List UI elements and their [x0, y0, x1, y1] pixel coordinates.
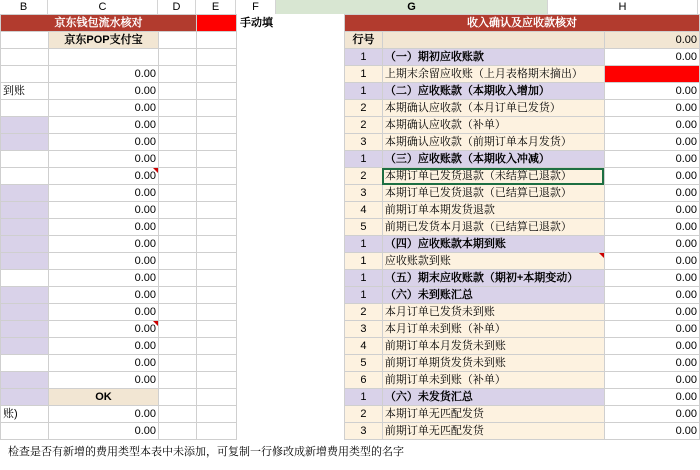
cell-E[interactable] [197, 287, 237, 304]
table-row[interactable] [1, 287, 277, 304]
item-header [382, 32, 604, 49]
cell-C[interactable]: 0.00 [49, 406, 159, 423]
cell-D[interactable] [159, 202, 197, 219]
cell-D[interactable] [159, 321, 197, 338]
cell-D[interactable] [159, 168, 197, 185]
row-item[interactable]: （五）期末应收账款（期初+本期变动） [382, 270, 604, 287]
left-title: 京东钱包流水核对 [1, 15, 197, 32]
table-row[interactable] [1, 236, 277, 253]
cell-C[interactable]: 0.00 [49, 253, 159, 270]
cell-C[interactable]: OK [49, 389, 159, 406]
cell-spacer [237, 49, 277, 66]
table-row[interactable] [1, 219, 277, 236]
cell-D[interactable] [159, 423, 197, 440]
cell-B[interactable] [1, 202, 49, 219]
cell-E[interactable] [197, 304, 237, 321]
cell-C[interactable]: 0.00 [49, 321, 159, 338]
row-item[interactable]: （一）期初应收账款 [382, 49, 604, 66]
cell-spacer [237, 236, 277, 253]
cell-D[interactable] [159, 372, 197, 389]
table-row[interactable] [1, 389, 277, 406]
table-row[interactable] [345, 49, 700, 66]
row-no: 5 [345, 219, 383, 236]
row-value[interactable]: 0.00 [604, 185, 699, 202]
cell-spacer [237, 423, 277, 440]
cell-D[interactable] [159, 253, 197, 270]
row-value[interactable]: 0.00 [604, 202, 699, 219]
table-row[interactable] [1, 66, 277, 83]
row-item[interactable]: 本期确认应收款（前期订单本月发货） [382, 134, 604, 151]
cell-E[interactable] [197, 423, 237, 440]
row-no: 3 [345, 134, 383, 151]
cell-D[interactable] [159, 185, 197, 202]
row-value[interactable]: 0.00 [604, 253, 699, 270]
right-title-row [345, 15, 700, 32]
cell-C[interactable]: 0.00 [49, 287, 159, 304]
cell-C[interactable]: 0.00 [49, 270, 159, 287]
row-value[interactable]: 0.00 [604, 287, 699, 304]
table-row[interactable] [345, 134, 700, 151]
row-no: 4 [345, 338, 383, 355]
table-row[interactable] [1, 406, 277, 423]
cell-E[interactable] [197, 372, 237, 389]
cell-B[interactable] [1, 321, 49, 338]
table-row[interactable] [345, 372, 700, 389]
cell-C[interactable]: 0.00 [49, 219, 159, 236]
table-row[interactable] [345, 253, 700, 270]
cell-C[interactable]: 0.00 [49, 202, 159, 219]
cell-D[interactable] [159, 117, 197, 134]
cell-D[interactable] [159, 304, 197, 321]
table-row[interactable] [345, 338, 700, 355]
cell-B[interactable] [1, 66, 49, 83]
footnote-text: 检查是否有新增的费用类型本表中未添加，可复制一行修改成新增费用类型的名字 [8, 446, 404, 458]
cell-spacer [237, 253, 277, 270]
cell-E[interactable] [197, 151, 237, 168]
table-row[interactable] [345, 202, 700, 219]
left-table[interactable] [0, 14, 277, 440]
row-item[interactable]: 本月订单未到账（补单） [382, 321, 604, 338]
cell-B[interactable] [1, 219, 49, 236]
row-no: 1 [345, 151, 383, 168]
cell-D[interactable] [159, 151, 197, 168]
row-item[interactable]: （三）应收账款（本期收入冲减） [382, 151, 604, 168]
cell-spacer [237, 270, 277, 287]
cell-spacer [237, 372, 277, 389]
cell-spacer [237, 321, 277, 338]
column-header-B[interactable]: B [0, 0, 48, 14]
cell-E[interactable] [197, 117, 237, 134]
cell-E[interactable] [197, 219, 237, 236]
row-item[interactable]: 前期订单无匹配发货 [382, 423, 604, 440]
row-value[interactable]: 0.00 [604, 117, 699, 134]
row-item[interactable]: 本期确认应收款（本月订单已发货） [382, 100, 604, 117]
right-header-row[interactable] [345, 32, 700, 49]
row-no-header: 行号 [345, 32, 383, 49]
cell-E[interactable] [197, 83, 237, 100]
row-no: 1 [345, 66, 383, 83]
cell-spacer [237, 117, 277, 134]
table-row[interactable] [1, 168, 277, 185]
cell-B[interactable] [1, 423, 49, 440]
cell-D[interactable] [159, 49, 197, 66]
row-no: 1 [345, 236, 383, 253]
comment-indicator-icon [153, 168, 158, 173]
table-row[interactable] [1, 32, 277, 49]
row-value[interactable]: 0.00 [604, 304, 699, 321]
cell-spacer [237, 83, 277, 100]
cell-B[interactable] [1, 49, 49, 66]
cell-B[interactable]: 账) [1, 406, 49, 423]
cell-E[interactable] [197, 270, 237, 287]
table-row[interactable] [345, 100, 700, 117]
cell-D[interactable] [159, 406, 197, 423]
cell-B[interactable] [1, 185, 49, 202]
cell-spacer [237, 185, 277, 202]
cell-spacer [237, 32, 277, 49]
cell-B[interactable] [1, 355, 49, 372]
cell-spacer [237, 389, 277, 406]
cell-D[interactable] [159, 134, 197, 151]
cell-B[interactable] [1, 151, 49, 168]
table-row[interactable] [345, 66, 700, 83]
row-no: 6 [345, 372, 383, 389]
cell-B[interactable] [1, 372, 49, 389]
row-value[interactable]: 0.00 [604, 372, 699, 389]
value-header[interactable]: 0.00 [604, 32, 699, 49]
row-no: 1 [345, 287, 383, 304]
row-item[interactable]: 前期订单本期发货退款 [382, 202, 604, 219]
cell-spacer [237, 151, 277, 168]
cell-C[interactable] [49, 49, 159, 66]
column-header-G[interactable]: G [276, 0, 548, 14]
row-value[interactable]: 0.00 [604, 406, 699, 423]
row-item[interactable]: 本期订单已发货退款（已结算已退款） [382, 185, 604, 202]
cell-C[interactable]: 0.00 [49, 117, 159, 134]
column-header-row[interactable] [0, 0, 700, 14]
table-row[interactable] [1, 185, 277, 202]
table-row[interactable] [345, 423, 700, 440]
table-row[interactable] [345, 83, 700, 100]
table-row[interactable] [1, 117, 277, 134]
cell-E[interactable] [197, 185, 237, 202]
row-item[interactable]: 本月订单已发货未到账 [382, 304, 604, 321]
cell-B[interactable] [1, 287, 49, 304]
cell-spacer [237, 100, 277, 117]
table-row[interactable] [345, 406, 700, 423]
row-no: 5 [345, 355, 383, 372]
row-value[interactable]: 0.00 [604, 355, 699, 372]
row-item[interactable]: 应收账款到账 [382, 253, 604, 270]
row-value[interactable]: 0.00 [604, 338, 699, 355]
row-value[interactable]: 0.00 [604, 321, 699, 338]
cell-C[interactable]: 0.00 [49, 236, 159, 253]
table-row[interactable] [1, 202, 277, 219]
cell-B[interactable] [1, 304, 49, 321]
cell-C[interactable]: 0.00 [49, 66, 159, 83]
row-item[interactable]: 本期订单无匹配发货 [382, 406, 604, 423]
comment-indicator-icon [153, 321, 158, 326]
cell-D[interactable] [159, 270, 197, 287]
table-row[interactable] [1, 372, 277, 389]
table-row[interactable] [345, 355, 700, 372]
cell-spacer [237, 338, 277, 355]
row-no: 1 [345, 389, 383, 406]
cell-E[interactable] [197, 202, 237, 219]
cell-spacer [237, 66, 277, 83]
table-row[interactable] [1, 423, 277, 440]
table-row[interactable] [1, 49, 277, 66]
table-row[interactable] [1, 151, 277, 168]
row-no: 2 [345, 304, 383, 321]
cell-spacer [237, 168, 277, 185]
left-title-row [1, 15, 277, 32]
cell-D[interactable] [159, 355, 197, 372]
table-row[interactable] [345, 185, 700, 202]
table-row[interactable] [1, 355, 277, 372]
table-row[interactable] [1, 253, 277, 270]
row-value[interactable]: 0.00 [604, 423, 699, 440]
cell-C[interactable]: 0.00 [49, 83, 159, 100]
column-header-E[interactable]: E [196, 0, 236, 14]
manual-fill-label: 手动填 [240, 16, 273, 29]
row-value[interactable]: 0.00 [604, 49, 699, 66]
row-value[interactable] [604, 66, 699, 83]
cell-D[interactable] [159, 236, 197, 253]
row-value[interactable]: 0.00 [604, 83, 699, 100]
row-no: 2 [345, 117, 383, 134]
row-value[interactable]: 0.00 [604, 134, 699, 151]
cell-C[interactable]: 0.00 [49, 423, 159, 440]
cell-D[interactable] [159, 100, 197, 117]
cell-E[interactable] [197, 32, 237, 49]
cell-B[interactable] [1, 117, 49, 134]
cell-D[interactable] [159, 83, 197, 100]
table-row[interactable] [1, 134, 277, 151]
row-no: 4 [345, 202, 383, 219]
cell-B[interactable]: 到账 [1, 83, 49, 100]
cell-D[interactable] [159, 287, 197, 304]
row-no: 1 [345, 270, 383, 287]
cell-B[interactable] [1, 338, 49, 355]
row-no: 3 [345, 185, 383, 202]
cell-C[interactable]: 京东POP支付宝 [49, 32, 159, 49]
right-table[interactable] [344, 14, 700, 440]
cell-E[interactable] [197, 66, 237, 83]
cell-B[interactable] [1, 134, 49, 151]
row-item[interactable]: （六）未发货汇总 [382, 389, 604, 406]
cell-D[interactable] [159, 66, 197, 83]
row-no: 1 [345, 49, 383, 66]
cell-B[interactable] [1, 168, 49, 185]
row-no: 2 [345, 100, 383, 117]
row-item[interactable]: 上期末余留应收账（上月表格期末摘出） [382, 66, 604, 83]
cell-spacer [237, 219, 277, 236]
table-row[interactable] [1, 304, 277, 321]
table-row[interactable] [345, 304, 700, 321]
row-item[interactable]: （四）应收账款本期到账 [382, 236, 604, 253]
table-row[interactable] [345, 389, 700, 406]
cell-spacer [237, 406, 277, 423]
cell-spacer [237, 287, 277, 304]
cell-C[interactable]: 0.00 [49, 338, 159, 355]
cell-B[interactable] [1, 32, 49, 49]
right-title: 收入确认及应收款核对 [345, 15, 700, 32]
cell-spacer [237, 134, 277, 151]
row-item[interactable]: （二）应收账款（本期收入增加） [382, 83, 604, 100]
table-row[interactable] [345, 321, 700, 338]
row-item[interactable]: 前期订单本月发货未到账 [382, 338, 604, 355]
cell-B[interactable] [1, 389, 49, 406]
row-item[interactable]: 前期订单未到账（补单） [382, 372, 604, 389]
cell-C[interactable]: 0.00 [49, 151, 159, 168]
cell-E[interactable] [197, 253, 237, 270]
row-no: 1 [345, 83, 383, 100]
cell-E[interactable] [197, 389, 237, 406]
cell-D[interactable] [159, 338, 197, 355]
row-value[interactable]: 0.00 [604, 389, 699, 406]
cell-E[interactable] [197, 355, 237, 372]
cell-E[interactable] [197, 406, 237, 423]
cell-C[interactable]: 0.00 [49, 100, 159, 117]
row-item[interactable]: 前期已发货本月退款（已结算已退款） [382, 219, 604, 236]
table-row[interactable] [345, 270, 700, 287]
column-header-H[interactable]: H [548, 0, 698, 14]
row-no: 1 [345, 253, 383, 270]
cell-E[interactable] [197, 338, 237, 355]
cell-E[interactable] [197, 134, 237, 151]
table-row[interactable] [345, 168, 700, 185]
cell-D[interactable] [159, 219, 197, 236]
row-value[interactable]: 0.00 [604, 219, 699, 236]
row-no: 2 [345, 406, 383, 423]
row-item[interactable]: 前期订单期货发货未到账 [382, 355, 604, 372]
cell-D[interactable] [159, 389, 197, 406]
column-header-C[interactable]: C [48, 0, 158, 14]
cell-B[interactable] [1, 253, 49, 270]
row-no: 3 [345, 423, 383, 440]
row-item-selected[interactable]: 本期订单已发货退款（未结算已退款） [382, 168, 604, 185]
row-value[interactable]: 0.00 [604, 168, 699, 185]
cell-C[interactable]: 0.00 [49, 372, 159, 389]
column-header-D[interactable]: D [158, 0, 196, 14]
row-value[interactable]: 0.00 [604, 100, 699, 117]
cell-C[interactable]: 0.00 [49, 168, 159, 185]
row-no: 2 [345, 168, 383, 185]
cell-B[interactable] [1, 236, 49, 253]
cell-E[interactable] [197, 236, 237, 253]
table-row[interactable] [345, 151, 700, 168]
table-row[interactable] [1, 100, 277, 117]
table-row[interactable] [1, 338, 277, 355]
table-row[interactable] [345, 219, 700, 236]
table-row[interactable] [1, 83, 277, 100]
row-no: 3 [345, 321, 383, 338]
cell-spacer [237, 202, 277, 219]
cell-E[interactable] [197, 321, 237, 338]
row-item[interactable]: （六）未到账汇总 [382, 287, 604, 304]
cell-spacer [237, 355, 277, 372]
cell-E[interactable] [197, 168, 237, 185]
cell-E[interactable] [197, 100, 237, 117]
cell-D[interactable] [159, 32, 197, 49]
cell-C[interactable]: 0.00 [49, 134, 159, 151]
cell-B[interactable] [1, 270, 49, 287]
cell-B[interactable] [1, 100, 49, 117]
row-value[interactable]: 0.00 [604, 151, 699, 168]
table-row[interactable] [345, 287, 700, 304]
row-item[interactable]: 本期确认应收款（补单） [382, 117, 604, 134]
table-row[interactable] [345, 117, 700, 134]
cell-C[interactable]: 0.00 [49, 355, 159, 372]
cell-C[interactable]: 0.00 [49, 185, 159, 202]
manual-marker-cell [197, 15, 237, 32]
table-row[interactable] [345, 236, 700, 253]
table-row[interactable] [1, 321, 277, 338]
column-header-F[interactable]: F [236, 0, 276, 14]
cell-spacer [237, 304, 277, 321]
cell-C[interactable]: 0.00 [49, 304, 159, 321]
row-value[interactable]: 0.00 [604, 236, 699, 253]
table-row[interactable] [1, 270, 277, 287]
cell-E[interactable] [197, 49, 237, 66]
comment-indicator-icon [599, 253, 604, 258]
row-value[interactable]: 0.00 [604, 270, 699, 287]
